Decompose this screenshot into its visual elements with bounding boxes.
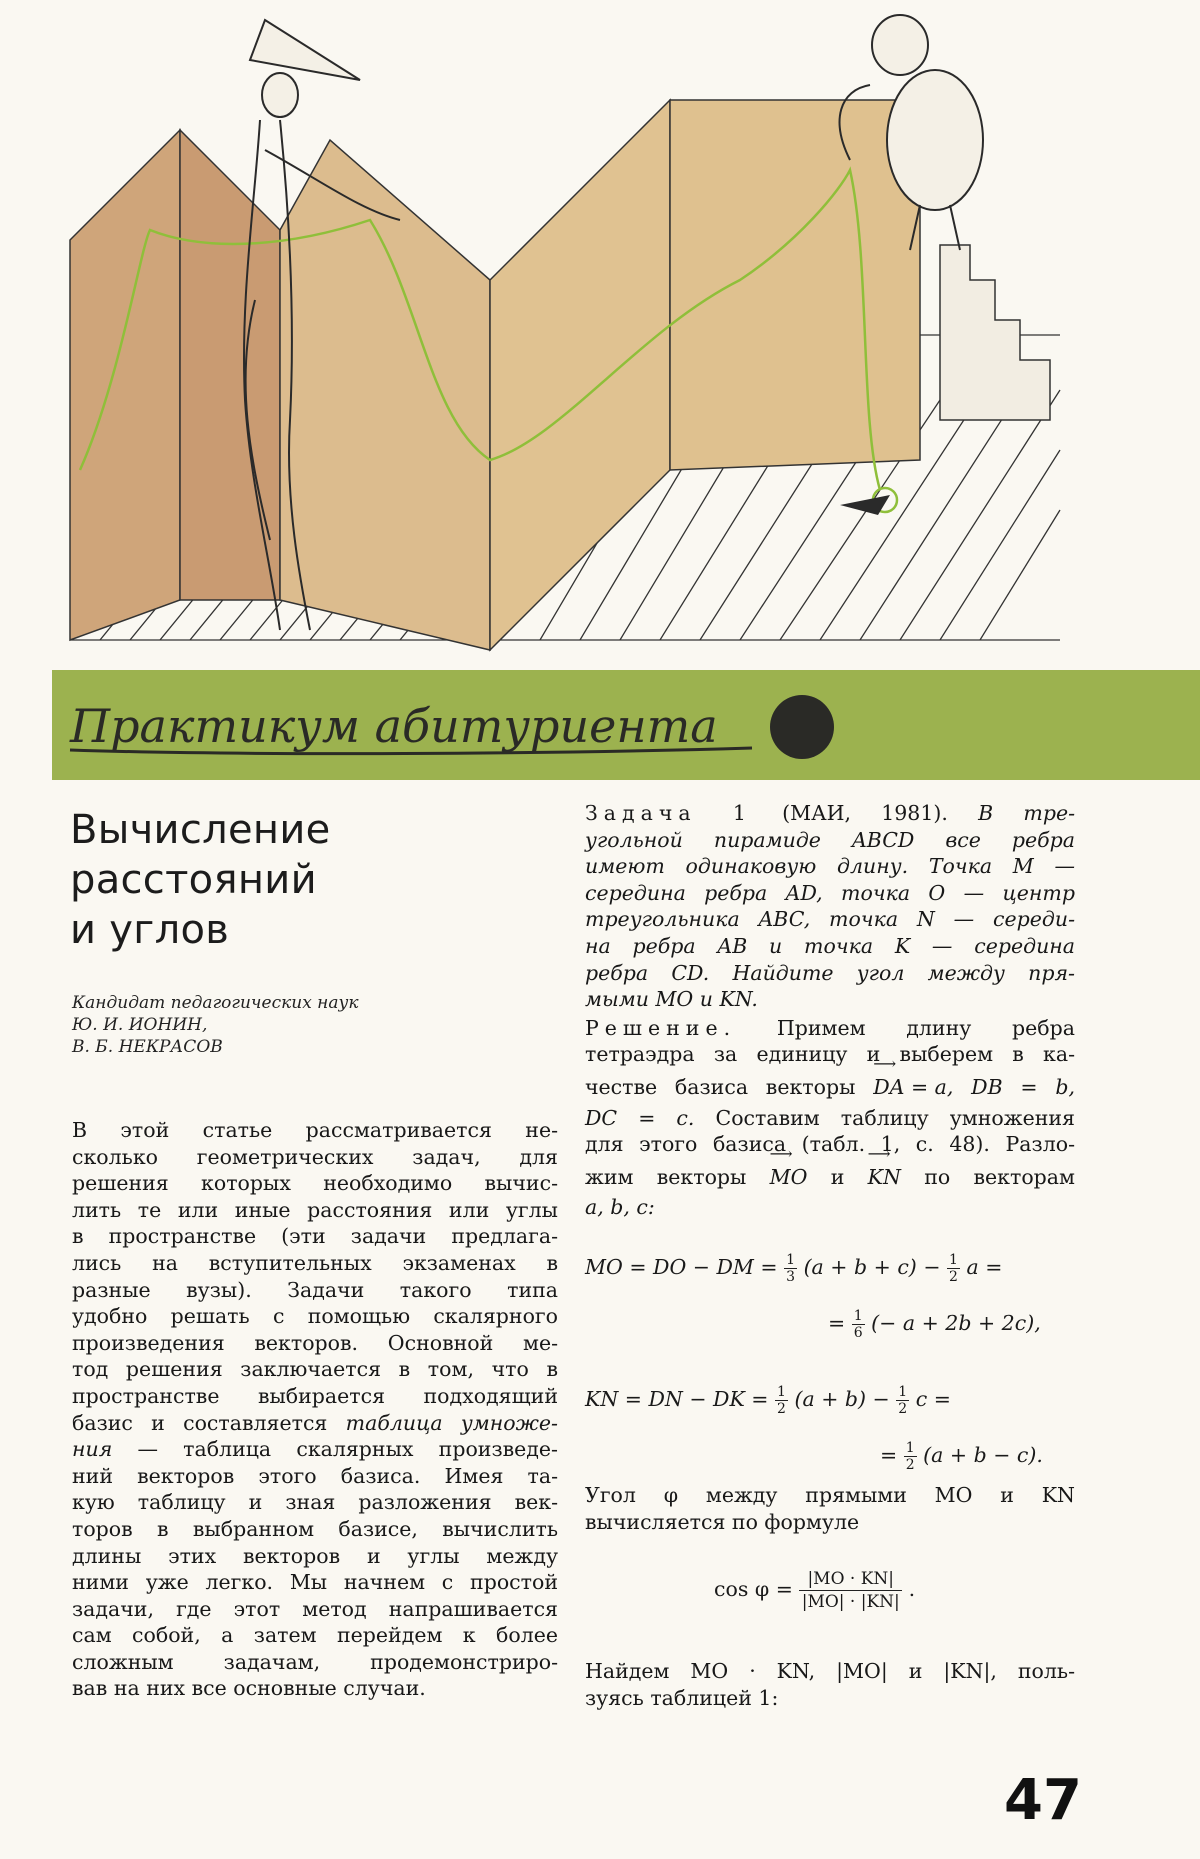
text-line: задачи, где этот метод напрашивается	[72, 1596, 558, 1621]
text-line: вав на них все основные случаи.	[72, 1676, 426, 1701]
solution-line	[585, 1015, 1075, 1042]
angle-text	[585, 1482, 1075, 1535]
text-fragment: честве базиса векторы	[585, 1074, 856, 1099]
frac-num: 1	[905, 1440, 915, 1456]
fraction	[904, 1440, 917, 1473]
eq-cont: (− a + 2b + 2c),	[871, 1311, 1041, 1335]
basis-vectors: a, b, c:	[585, 1195, 655, 1220]
text-fragment: — таблица скалярных произведе-	[137, 1437, 558, 1462]
text-line: произведения векторов. Основной ме-	[72, 1330, 558, 1355]
text-line: Угол φ между прямыми MO и KN	[585, 1483, 1075, 1507]
hall-of-folded-walls-illustration-icon	[40, 0, 1080, 660]
eq-end: c =	[915, 1387, 951, 1411]
frac-num: 1	[949, 1252, 958, 1268]
text-line	[72, 1436, 558, 1463]
basis-db: DB = b,	[971, 1074, 1075, 1099]
vector-kn: ⟶ KN	[868, 1164, 901, 1191]
solution-line	[585, 1105, 1075, 1132]
solution-line	[585, 1164, 1075, 1191]
final-text	[585, 1658, 1075, 1711]
page-number: 47	[1004, 1768, 1082, 1833]
frac-num: 1	[898, 1384, 908, 1400]
banner-script-lettering	[52, 670, 1200, 780]
frac-den: 3	[786, 1269, 796, 1285]
text-line	[72, 1410, 558, 1437]
eq-cont: (a + b − c).	[923, 1443, 1043, 1467]
cos-den: |MO| · |KN|	[801, 1592, 900, 1612]
text-fragment: по векторам	[924, 1164, 1075, 1189]
text-line: длины этих векторов и углы между	[72, 1543, 558, 1568]
equation-kn	[585, 1384, 951, 1417]
frac-den: 2	[898, 1401, 908, 1417]
stairs	[940, 245, 1050, 420]
statement-fragment: мыми MO и KN.	[585, 987, 758, 1012]
italic-term: ния	[72, 1437, 113, 1462]
statement-fragment: угольной пирамиде ABCD все ребра	[585, 827, 1075, 852]
banner-dot-icon	[770, 695, 834, 759]
eq-mid: (a + b) −	[794, 1387, 890, 1411]
text-line: сам собой, а затем перейдем к более	[72, 1623, 558, 1648]
problem-label: Задача 1	[585, 801, 752, 825]
text-line: пространстве выбирается подходящий	[72, 1383, 558, 1408]
statement-line	[585, 960, 1075, 987]
text-line: сложным задачам, продемонстриро-	[72, 1649, 558, 1674]
equation-kn-cont	[880, 1440, 1043, 1473]
vector-mo: ⟶ MO	[770, 1164, 808, 1191]
intro-text	[72, 1117, 558, 1702]
author-name: Ю. И. ИОНИН,	[72, 1015, 208, 1035]
text-line: тод решения заключается в том, что в	[72, 1357, 558, 1382]
statement-fragment: середина ребра AD, точка O — центр	[585, 880, 1075, 905]
equation-mo	[585, 1252, 1002, 1285]
wall-left	[70, 130, 180, 640]
illustration	[40, 0, 1080, 660]
statement-fragment: треугольника ABC, точка N — середи-	[585, 907, 1075, 932]
text-fragment: жим векторы	[585, 1164, 747, 1189]
frac-den: 6	[853, 1325, 863, 1341]
fraction	[947, 1252, 960, 1285]
text-line: в пространстве (эти задачи предлага-	[72, 1224, 558, 1249]
author-degree: Кандидат педагогических наук	[72, 993, 359, 1013]
italic-term: таблица умноже-	[345, 1410, 558, 1435]
frac-den: 2	[777, 1401, 786, 1417]
problem-heading-line	[585, 800, 1075, 827]
statement-fragment: имеют одинаковую длину. Точка M —	[585, 854, 1075, 879]
text-line: сколько геометрических задач, для	[72, 1144, 558, 1169]
title-line: Вычисление	[70, 807, 331, 853]
eq-lhs: KN = DN − DK =	[585, 1387, 769, 1411]
title-line: и углов	[70, 907, 230, 953]
statement-line	[585, 933, 1075, 960]
statement-line	[585, 853, 1075, 880]
text-line: вычисляется по формуле	[585, 1509, 860, 1534]
frac-den: 2	[905, 1457, 915, 1473]
problem-source: (МАИ, 1981).	[782, 801, 948, 825]
wall-right	[670, 100, 920, 470]
text-line: торов в выбранном базисе, вычислить	[72, 1516, 558, 1541]
authors	[72, 992, 492, 1058]
fraction	[784, 1252, 797, 1285]
text-line: лить те или иные расстояния или углы	[72, 1197, 558, 1222]
cos-end: .	[908, 1577, 916, 1601]
text-line: В этой статье рассматривается не-	[72, 1118, 558, 1142]
fraction	[896, 1384, 909, 1417]
basis-dc: DC = c.	[585, 1105, 695, 1130]
text-line: решения которых необходимо вычис-	[72, 1171, 558, 1196]
wall-middle-left	[280, 140, 490, 650]
author-name: В. Б. НЕКРАСОВ	[72, 1037, 223, 1057]
cos-lhs: cos φ =	[714, 1577, 793, 1601]
text-line: удобно решать с помощью скалярного	[72, 1304, 558, 1329]
text-line: зуясь таблицей 1:	[585, 1685, 779, 1710]
statement-line	[585, 880, 1075, 907]
statement-fragment: на ребра AB и точка K — середина	[585, 933, 1075, 958]
eq-eq: =	[880, 1443, 898, 1467]
wall-left-inner	[180, 130, 280, 600]
frac-den: 2	[949, 1269, 958, 1285]
eq-mid: (a + b + c) −	[803, 1255, 941, 1279]
text-fragment: базис и составляется	[72, 1410, 328, 1435]
cos-num: |MO · KN|	[799, 1568, 902, 1591]
statement-line	[585, 906, 1075, 933]
solution-line	[585, 1074, 1075, 1101]
statement-line	[585, 986, 1075, 1013]
frac-num: 1	[853, 1308, 863, 1324]
solution-label: Решение.	[585, 1015, 737, 1040]
text-line: Найдем MO · KN, |MO| и |KN|, поль-	[585, 1659, 1075, 1683]
cos-fraction	[799, 1568, 902, 1613]
text-fragment: и	[830, 1164, 845, 1189]
fraction	[775, 1384, 788, 1417]
section-banner	[52, 670, 1200, 780]
basis-da: ⟶ DA = a,	[873, 1074, 953, 1101]
eq-lhs: MO = DO − DM =	[585, 1255, 778, 1279]
title-line: расстояний	[70, 857, 317, 903]
cos-formula	[714, 1568, 915, 1613]
eq-eq: =	[828, 1311, 846, 1335]
statement-fragment: ребра CD. Найдите угол между пря-	[585, 960, 1075, 985]
fraction	[852, 1308, 865, 1341]
article-title	[70, 805, 490, 955]
text-line: разные вузы). Задачи такого типа	[72, 1277, 558, 1302]
solution-line: для этого базиса (табл. 1, с. 48). Разло-	[585, 1132, 1075, 1157]
frac-num: 1	[786, 1252, 796, 1268]
problem-text	[585, 800, 1075, 1221]
text-line: кую таблицу и зная разложения век-	[72, 1490, 558, 1515]
solution-line	[585, 1194, 1075, 1221]
statement-line	[585, 827, 1075, 854]
frac-num: 1	[777, 1384, 786, 1400]
wall-middle-right	[490, 100, 670, 650]
solution-line: тетраэдра за единицу и выберем в ка-	[585, 1042, 1075, 1067]
statement-line: В тре-	[978, 801, 1075, 825]
text-line: ний векторов этого базиса. Имея та-	[72, 1463, 558, 1488]
eq-end: a =	[966, 1255, 1003, 1279]
text-fragment: Примем длину ребра	[776, 1015, 1075, 1040]
text-line: лись на вступительных экзаменах в	[72, 1250, 558, 1275]
equation-mo-cont	[828, 1308, 1041, 1341]
banner-text: Практикум абитуриента	[70, 699, 718, 753]
text-fragment: Составим таблицу умножения	[715, 1105, 1075, 1130]
text-line: ними уже легко. Мы начнем с простой	[72, 1570, 558, 1595]
